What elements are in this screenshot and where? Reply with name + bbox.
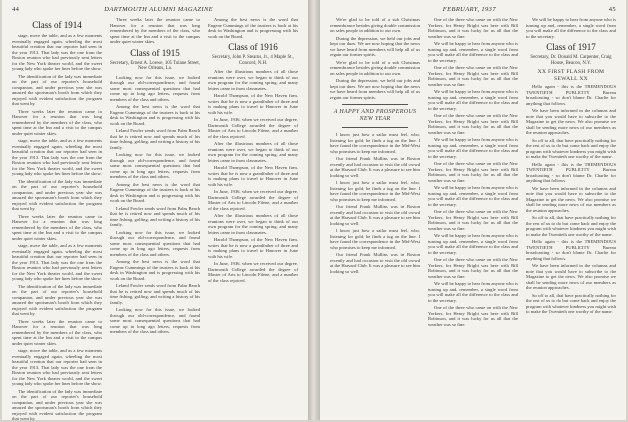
class-1915-heading: Class of 1915 — [130, 47, 180, 58]
middle-paragraph: We will be happy to hear from anyone who is turning up and, remember, a single word from you will make all the difference to the class and to the secretary. — [428, 185, 518, 207]
section-divider — [342, 104, 408, 105]
class-1917-heading: Class of 1917 — [546, 42, 596, 52]
class-1914-paragraph: The identification of the lady was immediate on the part of our reporter's household companion, and under previous year she was amazed the sportsman's booth from which they enjoyed with evident satisfaction the program that went by. — [12, 283, 102, 316]
class-1917-paragraph: We have been informed in the columns and note that you would have to subscribe to the Magazine to get the news. We also promise we shall be sending more news of our members as the reunion approaches. — [526, 108, 616, 136]
happy-paragraph: Our friend Frank Mullins was in Boston recently and had occasion to visit the old crowd at the Harvard Club. It was a pleasure to see him looking so well. — [330, 252, 420, 274]
class-1914-paragraph: stage, move the table, and as a few moments eventually engaged again, wheeling the most beautiful creation that our reporter had seen in the year 1913. That lady was the one from the Boston reunion who had previously sent letters for the New York theater world, and the sweet young lady who spoke her lines before the show. — [12, 243, 102, 281]
intro-paragraph: During the depression, we held our jobs and kept our dues. We are now hoping that the news we have heard from members will help all of us regain our former spirits. — [330, 35, 420, 57]
left-running-title: DARTMOUTH ALUMNI MAGAZINE — [104, 6, 214, 13]
class-1917-paragraph: So off to all, that have practically nothing for the rest of us to do but come back and enjoy the program with whatever kindness you might wish to make the Twentieth one worthy of the name. — [526, 292, 616, 315]
class-1914-paragraph: stage, move the table, and as a few moments eventually engaged again, wheeling the most beautiful creation that our reporter had seen in the year 1913. That lady was the one from the Boston reunion who had previously sent letters for the New York theater world, and the sweet young lady who spoke her lines before the show. — [12, 348, 102, 386]
class-1914-paragraph: Three weeks later the reunion came to Hanover for a reunion that was long remembered by the members of the class, who spent time at the Inn and a visit to the campus under quiet winter skies. — [12, 213, 102, 241]
middle-paragraph: We will be happy to hear from anyone who is turning up and, remember, a single word from you will make all the difference to the class and to the secretary. — [428, 89, 518, 111]
middle-paragraph: One of the three who came on with the New Yorkers, for Henry Bright was here with Bill Robinson, and it was lucky for us all that the weather was so fine. — [428, 65, 518, 87]
class-1917-paragraph: We have been informed in the columns and note that you would have to subscribe to the Magazine to get the news. We also promise we shall be sending more news of our members as the reunion approaches. — [526, 263, 616, 291]
class-1916-paragraph: After the illustrious numbers of all those reunions were over, we began to think of our own program for the coming spring, and many letters came in from classmates. — [208, 213, 298, 235]
middle-paragraph: We will be happy to hear from anyone who is turning up and, remember, a single word from you will make all the difference to the class and to the secretary. — [428, 281, 518, 303]
happy-paragraph: I know just how a sailor must feel, who, listening for gold, he finds a tug on the line. I have found the correspondence in the Mid-West who promises to keep me informed. — [330, 228, 420, 250]
class-1915-paragraph: Leland Fowler sends word from Palm Beach that he is retired now and spends much of his time fishing, golfing, and writing a history of his family. — [110, 283, 200, 305]
class-1914-paragraph: The identification of the lady was immediate on the part of our reporter's household companion, and under previous year she was amazed the sportsman's booth from which they enjoyed with evident satisfaction the program that went by. — [12, 178, 102, 211]
class-1915-paragraph: Looking now for this issue, we looked through our old-correspondence, and found some most consequential questions that had come up in long ago letters, requests from members of the class and others. — [110, 229, 200, 257]
class-1914-heading: Class of 1914 — [32, 20, 82, 30]
class-1915-paragraph: Looking now for this issue, we looked through our old-correspondence, and found some most consequential questions that had come up in long ago letters, requests from members of the class and others. — [110, 74, 200, 102]
right-running-title: FEBRUARY, 1937 — [442, 6, 496, 13]
class-1915-paragraph: Among the best news is the word that Eugene Cummings of the trustees is back at his desk in Washington and is progressing with his work on the Board. — [110, 259, 200, 281]
class-1916-paragraph: Harold Thompson, of the New Haven firm, writes that he is now a grandfather of three and is making plans to travel to Hanover in June with his wife. — [208, 93, 298, 115]
class-1917-secretary: Secretary, Dr. Donald M. Carpenter, Craig House, Beacon, N.Y. — [530, 55, 612, 66]
class-1917-paragraph: So off to all, that have practically nothing for the rest of us to do but come back and enjoy the program with whatever kindness you might wish to make the Twentieth one worthy of the name. — [526, 215, 616, 237]
class-1916-secretary: Secretary, John P. Stearns, Jr., 4 Maple St., Concord, N.H. — [212, 55, 294, 66]
middle-paragraph: One of the three who came on with the New Yorkers, for Henry Bright was here with Bill Robinson, and it was lucky for us all that the weather was so fine. — [428, 17, 518, 39]
happy-paragraph: Our friend Frank Mullins was in Boston recently and had occasion to visit the old crowd at the Harvard Club. It was a pleasure to see him looking so well. — [330, 204, 420, 226]
class-1914-paragraph: stage, move the table, and as a few moments eventually engaged again, wheeling the most beautiful creation that our reporter had seen in the year 1913. That lady was the one from the Boston reunion who had previously sent letters for the New York theater world, and the sweet young lady who spoke her lines before the show. — [12, 138, 102, 176]
right-columns — [330, 17, 616, 416]
class-1916-paragraph: Harold Thompson, of the New Haven firm, writes that he is now a grandfather of three and is making plans to travel to Hanover in June with his wife. — [208, 165, 298, 187]
class-1917-subheading: XX FIRST FLASH FROM SEWALL XX — [537, 69, 605, 82]
class-1914-paragraph: stage, move the table, and as a few moments eventually engaged again, wheeling the most beautiful creation that our reporter had seen in the year 1913. That lady was the one from the Boston reunion who had previously sent letters for the New York theater world, and the sweet young lady who spoke her lines before the show. — [12, 33, 102, 71]
middle-paragraph: We will be happy to hear from anyone who is turning up and, remember, a single word from you will make all the difference to the class and to the secretary. — [526, 17, 616, 39]
class-1916-paragraph: Harold Thompson, of the New Haven firm, writes that he is now a grandfather of three and is making plans to travel to Hanover in June with his wife. — [208, 237, 298, 259]
class-1915-paragraph: Among the best news is the word that Eugene Cummings of the trustees is back at his desk in Washington and is progressing with his work on the Board. — [110, 104, 200, 126]
middle-paragraph: We will be happy to hear from anyone who is turning up and, remember, a single word from you will make all the difference to the class and to the secretary. — [428, 41, 518, 63]
left-column-2 — [110, 17, 200, 416]
intro-paragraph: During the depression, we held our jobs and kept our dues. We are now hoping that the news we have heard from members will help all of us regain our former spirits. — [330, 78, 420, 100]
class-1917-paragraph: Hello again - this is the TREMENDOUS TWENTIETH PUBLICITY Bureau broadcasting - so don't blame Dr. Charlie for anything that follows. — [526, 161, 616, 184]
class-1916-paragraph: In June, 1936, when we received our degree, Dartmouth College awarded the degree of Master of Arts to Lincoln Filene, and a number of the class rejoiced. — [208, 189, 298, 211]
middle-paragraph: We will be happy to hear from anyone who is turning up and, remember, a single word from you will make all the difference to the class and to the secretary. — [428, 233, 518, 255]
class-1915-paragraph: Among the best news is the word that Eugene Cummings of the trustees is back at his desk in Washington and is progressing with his work on the Board. — [208, 17, 298, 39]
class-1915-paragraph: Among the best news is the word that Eugene Cummings of the trustees is back at his desk in Washington and is progressing with his work on the Board. — [110, 181, 200, 204]
class-1917-paragraph: Hello again - this is the TREMENDOUS TWENTIETH PUBLICITY Bureau broadcasting - so don't blame Dr. Charlie for anything that follows. — [526, 239, 616, 261]
middle-paragraph: One of the three who came on with the New Yorkers, for Henry Bright was here with Bill Robinson, and it was lucky for us all that the weather was so fine. — [428, 257, 518, 279]
happy-paragraph: I know just how a sailor must feel, who, listening for gold, he finds a tug on the line. I have found the correspondence in the Mid-West who promises to keep me informed. — [330, 132, 420, 154]
page-gutter — [308, 0, 320, 420]
class-1916-heading: Class of 1916 — [228, 42, 278, 52]
class-1914-paragraph: The identification of the lady was immediate on the part of our reporter's household companion, and under previous year she was amazed the sportsman's booth from which they enjoyed with evident satisfaction the program that went by. — [12, 388, 102, 421]
class-1916-paragraph: In June, 1936, when we received our degree, Dartmouth College awarded the degree of Master of Arts to Lincoln Filene, and a number of the class rejoiced. — [208, 117, 298, 139]
class-1914-paragraph: Three weeks later the reunion came to Hanover for a reunion that was long remembered by the members of the class, who spent time at the Inn and a visit to the campus under quiet winter skies. — [12, 108, 102, 136]
right-page-number: 45 — [608, 6, 616, 13]
happy-paragraph: I know just how a sailor must feel, who, listening for gold, he finds a tug on the line. I have found the correspondence in the Mid-West who promises to keep me informed. — [330, 180, 420, 202]
class-1915-paragraph: Leland Fowler sends word from Palm Beach that he is retired now and spends much of his time fishing, golfing, and writing a history of his family. — [110, 205, 200, 228]
class-1917-paragraph: So off to all, that have practically nothing for the rest of us to do but come back and enjoy the program with whatever kindness you might wish to make the Twentieth one worthy of the name. — [526, 137, 616, 160]
middle-paragraph: One of the three who came on with the New Yorkers, for Henry Bright was here with Bill Robinson, and it was lucky for us all that the weather was so fine. — [428, 209, 518, 231]
happy-new-year-heading: A HAPPY AND PROSPEROUS NEW YEAR — [333, 109, 417, 122]
middle-paragraph: One of the three who came on with the New Yorkers, for Henry Bright was here with Bill Robinson, and it was lucky for us all that the weather was so fine. — [428, 161, 518, 183]
right-column-2 — [428, 17, 518, 416]
left-columns — [12, 17, 298, 421]
left-page-number: 44 — [12, 6, 20, 13]
left-page — [2, 0, 308, 420]
happy-paragraph: Our friend Frank Mullins was in Boston recently and had occasion to visit the old crowd at the Harvard Club. It was a pleasure to see him looking so well. — [330, 156, 420, 178]
right-column-3 — [526, 17, 616, 416]
middle-paragraph: One of the three who came on with the New Yorkers, for Henry Bright was here with Bill Robinson, and it was lucky for us all that the weather was so fine. — [428, 305, 518, 327]
right-running-head — [330, 6, 616, 13]
section-divider — [342, 127, 408, 128]
class-1915-paragraph: Leland Fowler sends word from Palm Beach that he is retired now and spends much of his time fishing, golfing, and writing a history of his family. — [110, 128, 200, 150]
left-column-3 — [208, 17, 298, 416]
class-1915-secretary: Secretary, Ernest A. Loewe, 105 Tulane Street, New Orleans, La. — [110, 60, 200, 72]
intro-paragraph: We're glad to be told of a sub Christmas remembrance besides giving double commission on sales people in addition to our own. — [330, 17, 420, 33]
class-1916-paragraph: In June, 1936, when we received our degree, Dartmouth College awarded the degree of Master of Arts to Lincoln Filene, and a number of the class rejoiced. — [208, 261, 298, 283]
middle-paragraph: One of the three who came on with the New Yorkers, for Henry Bright was here with Bill Robinson, and it was lucky for us all that the weather was so fine. — [428, 113, 518, 135]
class-1915-paragraph: Looking now for this issue, we looked through our old-correspondence, and found some most consequential questions that had come up in long ago letters, requests from members of the class and others. — [110, 307, 200, 335]
left-column-1 — [12, 17, 102, 421]
middle-paragraph: We will be happy to hear from anyone who is turning up and, remember, a single word from you will make all the difference to the class and to the secretary. — [428, 137, 518, 159]
class-1914-paragraph: Three weeks later the reunion came to Hanover for a reunion that was long remembered by the members of the class, who spent time at the Inn and a visit to the campus under quiet winter skies. — [110, 17, 200, 44]
right-page — [320, 0, 626, 420]
right-column-1 — [330, 17, 420, 416]
class-1914-paragraph: The identification of the lady was immediate on the part of our reporter's household companion, and under previous year she was amazed the sportsman's booth from which they enjoyed with evident satisfaction the program that went by. — [12, 73, 102, 106]
class-1915-paragraph: Looking now for this issue, we looked through our old-correspondence, and found some most consequential questions that had come up in long ago letters, requests from members of the class and others. — [110, 152, 200, 180]
class-1914-paragraph: Three weeks later the reunion came to Hanover for a reunion that was long remembered by the members of the class, who spent time at the Inn and a visit to the campus under quiet winter skies. — [12, 318, 102, 346]
left-running-head — [12, 6, 298, 13]
class-1916-paragraph: After the illustrious numbers of all those reunions were over, we began to think of our own program for the coming spring, and many letters came in from classmates. — [208, 69, 298, 91]
class-1917-paragraph: Hello again - this is the TREMENDOUS TWENTIETH PUBLICITY Bureau broadcasting - so don't blame Dr. Charlie for anything that follows. — [526, 84, 616, 106]
intro-paragraph: We're glad to be told of a sub Christmas remembrance besides giving double commission on sales people in addition to our own. — [330, 59, 420, 76]
class-1917-paragraph: We have been informed in the columns and note that you would have to subscribe to the Magazine to get the news. We also promise we shall be sending more news of our members as the reunion approaches. — [526, 185, 616, 213]
class-1916-paragraph: After the illustrious numbers of all those reunions were over, we began to think of our own program for the coming spring, and many letters came in from classmates. — [208, 141, 298, 163]
